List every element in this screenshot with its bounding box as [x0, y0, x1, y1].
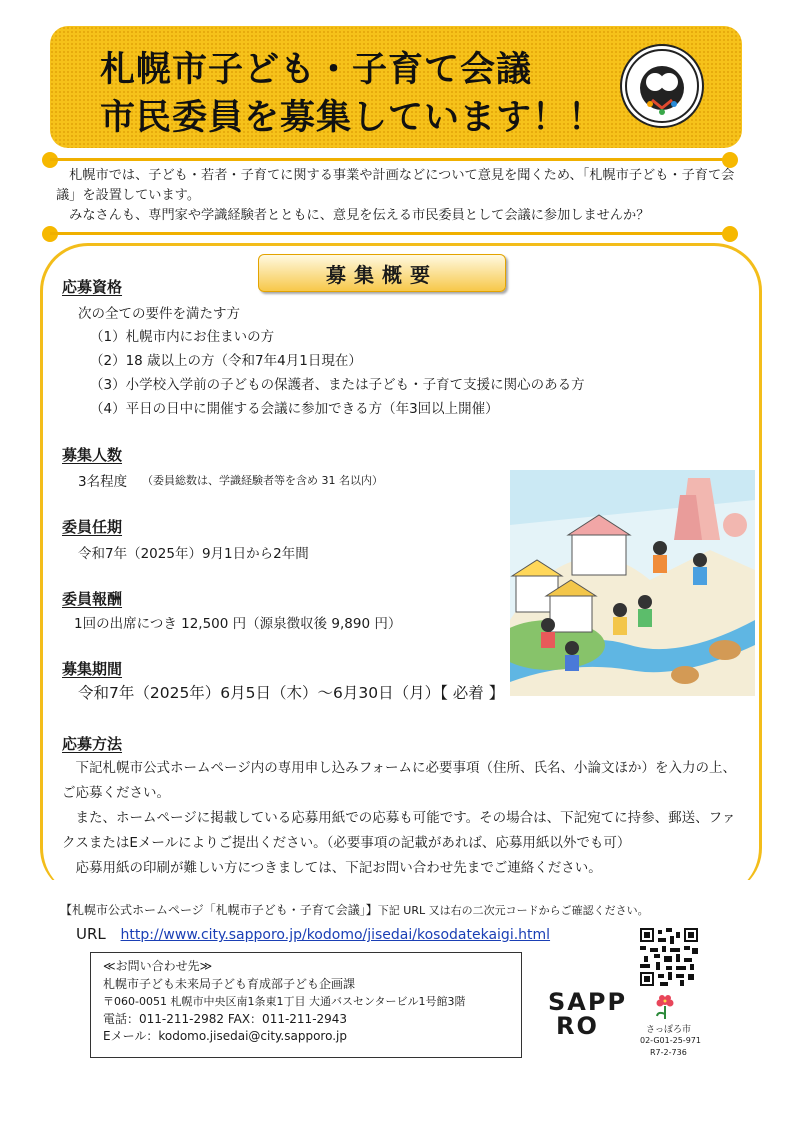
town-illustration [510, 470, 755, 696]
reward-heading: 委員報酬 [62, 590, 123, 608]
method-paragraph-3: 応募用紙の印刷が難しい方につきましては、下記お問い合わせ先までご連絡ください。 [62, 860, 602, 876]
page-title-line2: 市民委員を募集しています！！ [100, 98, 605, 138]
contact-address: 〒060-0051 札幌市中央区南1条東1丁目 大通バスセンタービル1号館3階 [103, 995, 466, 1008]
url-row [76, 925, 550, 943]
decor-dot [722, 226, 738, 242]
contact-box [90, 952, 522, 1058]
qualification-item-2: （2）18 歳以上の方（令和7年4月1日現在） [90, 353, 362, 369]
period-value: 令和7年（2025年）6月5日（木）～6月30日（月）【 必着 】 [78, 684, 505, 702]
sapporo-logo [548, 990, 627, 1038]
section-title: 募集概要 [258, 254, 506, 292]
divider [50, 158, 730, 161]
homepage-note: 下記 URL 又は右の二次元コードからご確認ください。 [377, 904, 649, 917]
period-heading: 募集期間 [62, 660, 123, 678]
intro-text [56, 166, 746, 226]
doc-code-1: 02-G01-25-971 [640, 1036, 701, 1045]
method-text [62, 756, 742, 881]
reward-value: 1回の出席につき 12,500 円（源泉徴収後 9,890 円） [74, 616, 402, 632]
logo-line-1: SAPP [548, 988, 628, 1016]
method-paragraph-1: 下記札幌市公式ホームページ内の専用申し込みフォームに必要事項（住所、氏名、小論文ほか）を入力の上、ご応募ください。 [62, 760, 737, 801]
method-heading: 応募方法 [62, 735, 123, 753]
contact-title: ≪お問い合わせ先≫ [103, 959, 213, 973]
count-heading: 募集人数 [62, 446, 123, 464]
divider [50, 232, 730, 235]
page-title-line1: 札幌市子ども・子育て会議 [100, 50, 533, 90]
method-paragraph-2: また、ホームページに掲載している応募用紙での応募も可能です。その場合は、下記宛てに持参、郵送、ファクスまたはEメールによりご提出ください。（必要事項の記載があれば、応募用紙以外でも可） [62, 810, 736, 851]
term-value: 令和7年（2025年）9月1日から2年間 [78, 546, 309, 562]
homepage-link[interactable]: http://www.city.sapporo.jp/kodomo/jisedai/kosodatekaigi.html [120, 927, 551, 943]
doc-code-2: R7-2-736 [650, 1048, 687, 1057]
term-heading: 委員任期 [62, 518, 123, 536]
qualification-item-1: （1）札幌市内にお住まいの方 [90, 329, 275, 345]
logo-line-2: RO [556, 1012, 599, 1040]
childrens-rights-logo [620, 44, 704, 128]
intro-paragraph-2: みなさんも、専門家や学識経験者とともに、意見を伝える市民委員として会議に参加しませんか？ [56, 208, 650, 223]
contact-email: Eメール：kodomo.jisedai@city.sapporo.jp [103, 1029, 347, 1043]
url-label: URL [76, 925, 106, 943]
contact-phone: 電話：011-211-2982 FAX：011-211-2943 [103, 1011, 348, 1026]
qr-code-icon[interactable] [640, 928, 698, 986]
city-name: さっぽろ市 [646, 1025, 692, 1035]
qualification-item-4: （4）平日の日中に開催する会議に参加できる方（年3回以上開催） [90, 401, 499, 417]
homepage-label: 【札幌市公式ホームページ「札幌市子ども・子育て会議」】 [60, 903, 378, 917]
qualification-heading: 応募資格 [62, 278, 123, 296]
childrens-rights-logo-icon [622, 46, 702, 126]
qualification-lead: 次の全ての要件を満たす方 [78, 306, 240, 322]
count-value: 3名程度 [78, 474, 128, 490]
homepage-label-row [60, 901, 649, 918]
city-flower-icon [654, 994, 676, 1024]
count-note: （委員総数は、学識経験者等を含め 31 名以内） [142, 474, 383, 487]
qualification-item-3: （3）小学校入学前の子どもの保護者、または子ども・子育て支援に関心のある方 [90, 377, 585, 393]
contact-dept: 札幌市子ども未来局子ども育成部子ども企画課 [103, 976, 356, 991]
intro-paragraph-1: 札幌市では、子ども・若者・子育てに関する事業や計画などについて意見を聞くため、「札幌市子ども・子育て会議」を設置しています。 [56, 168, 735, 203]
